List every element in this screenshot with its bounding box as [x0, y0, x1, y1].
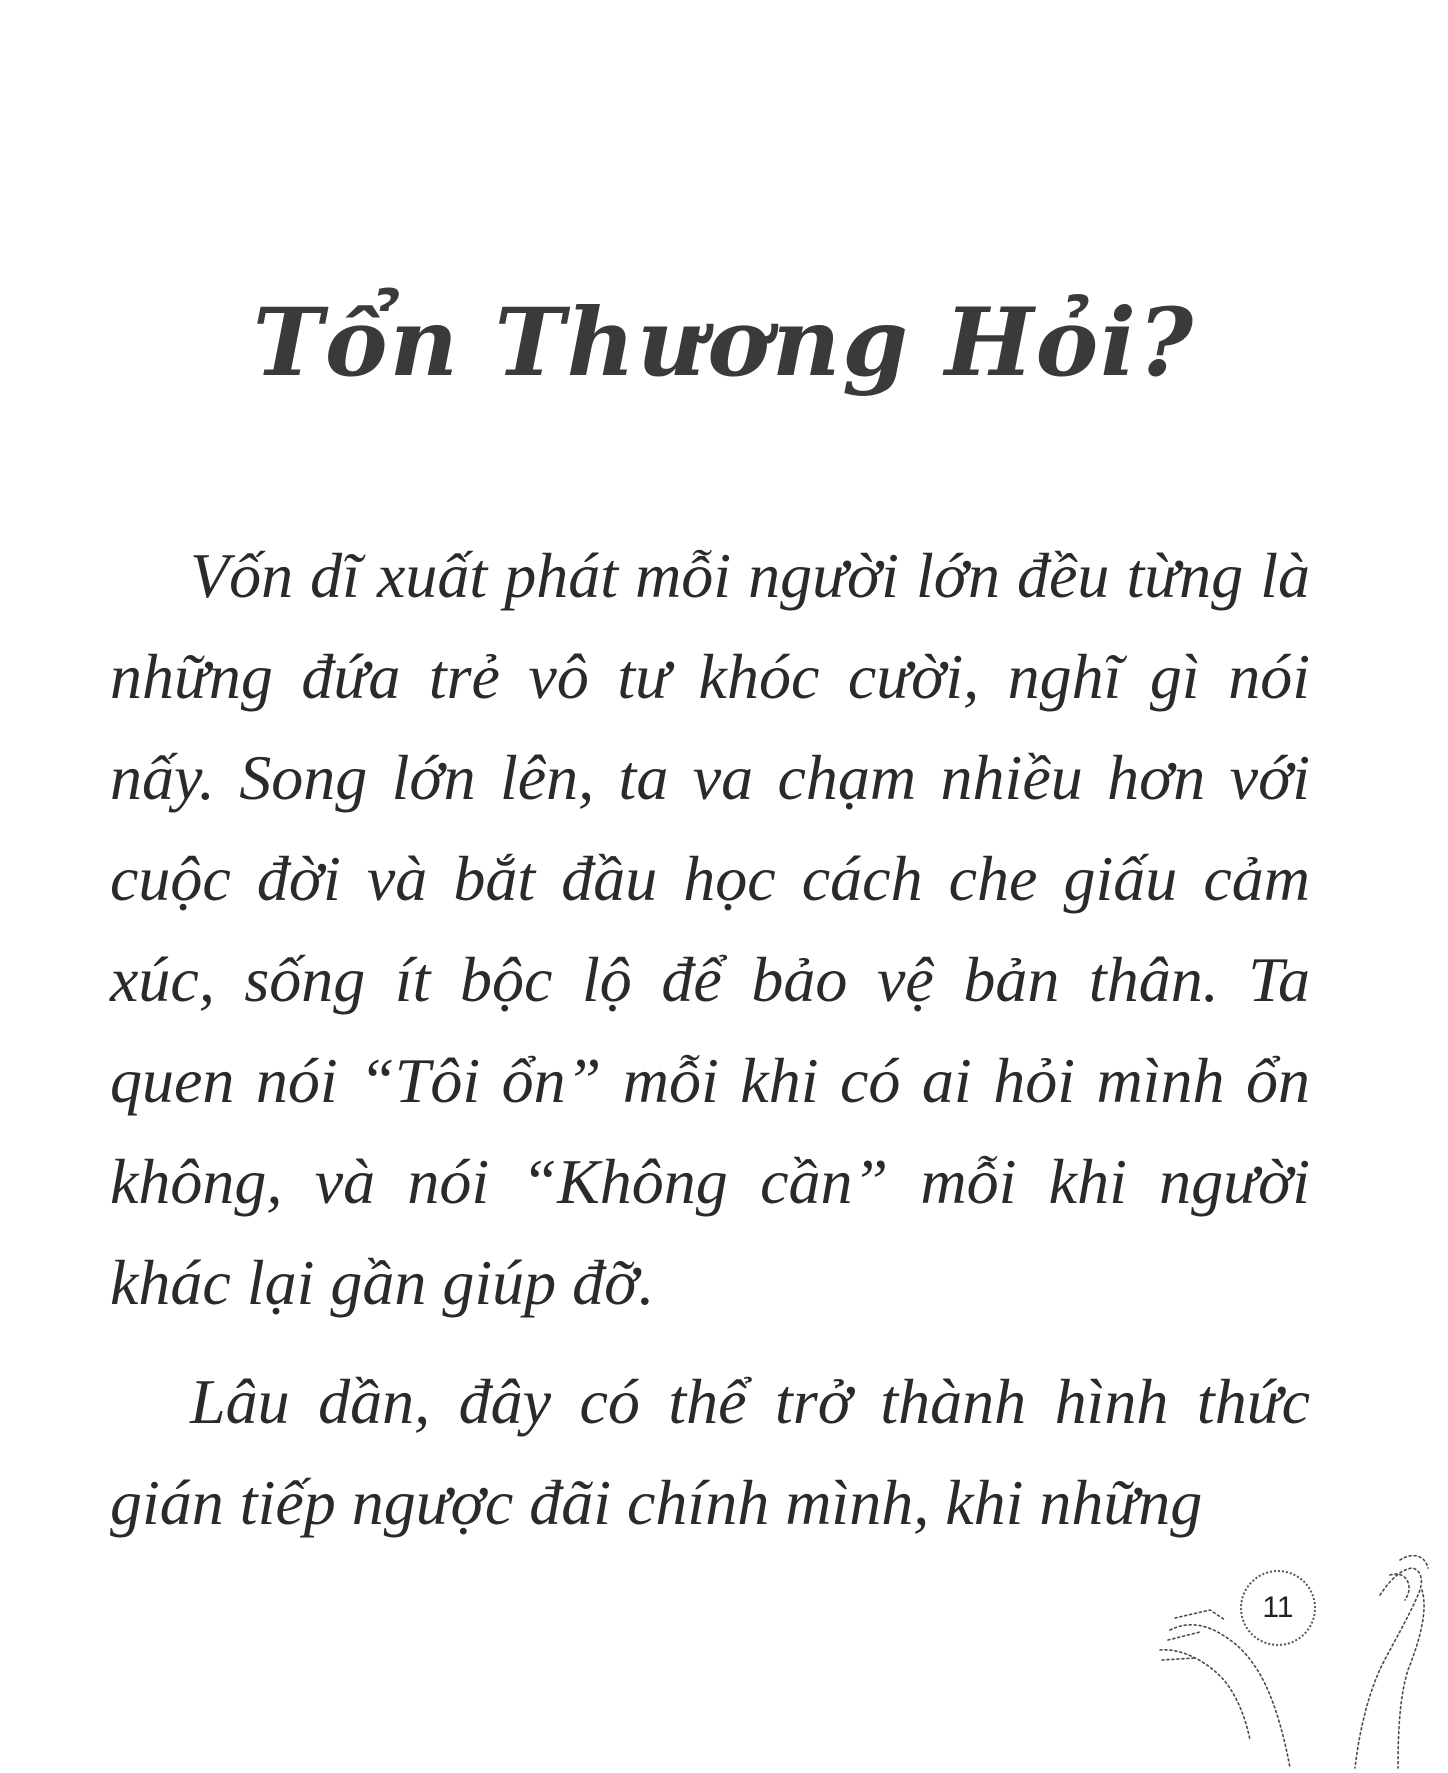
- page-number: 11: [1262, 1591, 1294, 1624]
- page-number-badge: [1240, 1570, 1320, 1650]
- paragraph-2: Lâu dần, đây có thể trở thành hình thức gián tiếp ngược đãi chính mình, khi những: [110, 1366, 1310, 1538]
- chapter-body: [110, 525, 1310, 1553]
- chapter-title: Tổn Thương Hỏi?: [252, 287, 1196, 398]
- paragraph-1: Vốn dĩ xuất phát mỗi người lớn đều từng là những đứa trẻ vô tư khóc cười, nghĩ gì nói nấy. Song lớn lên, ta va chạm nhiều hơn với cuộc đời và bắt đầu học cách che giấu cảm xúc, sống ít bộc lộ để bảo vệ bản thân. Ta quen nói “Tôi ổn” mỗi khi có ai hỏi mình ổn không, và nói “Không cần” mỗi khi người khác lại gần giúp đỡ.: [110, 540, 1310, 1318]
